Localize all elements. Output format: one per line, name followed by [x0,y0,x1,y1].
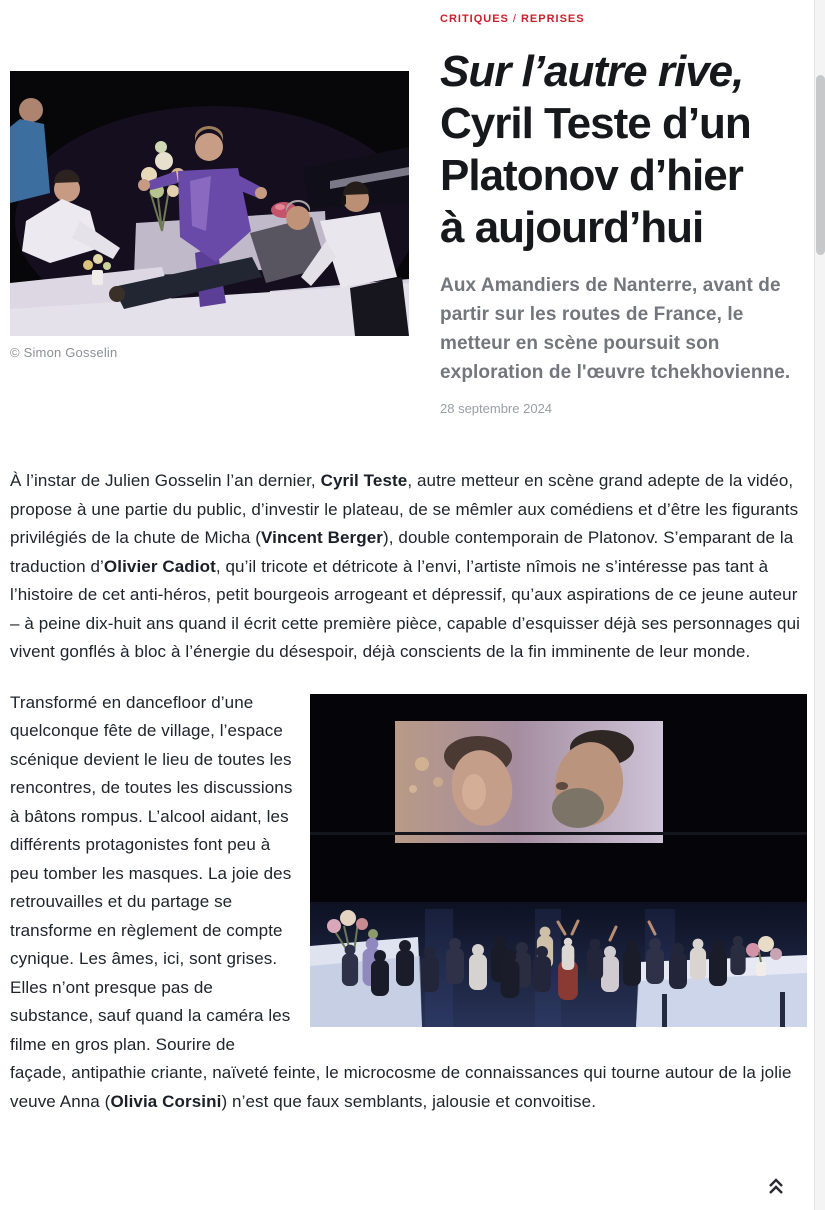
scroll-to-top-button[interactable] [763,1174,789,1200]
double-chevron-up-icon [763,1174,789,1200]
article-header [0,0,825,416]
title-play-name: Sur l’autre rive, [440,47,744,96]
headline-column [440,0,812,416]
article-body [0,467,825,1116]
breadcrumb-critiques[interactable]: CRITIQUES [440,13,509,25]
inline-photo [310,694,807,1027]
paragraph-2: Transformé en dancefloor d’une quelconque fête de village, l’espace scénique devient le lieu de toutes les rencontres, de toutes les discussions à bâtons rompus. L’alcool aidant, les différents protagonistes font peu à peu tomber les masques. La joie des retrouvailles et du partage se transforme en règlement de compte cynique. Les âmes, ici, sont grises. Elles n’ont presque pas de substance, sauf quand la caméra les filme en gros plan. Sourire de façade, antipathie criante, naïveté feinte, le microcosme de connaissances qui tourne autour de la jolie veuve Anna (Olivia Corsini) n’est que faux semblants, jalousie et convoitise. [10,692,792,1111]
standfirst: Aux Amandiers de Nanterre, avant de partir sur les routes de France, le metteur en scène poursuit son exploration de l'œuvre tchekhovienne. [440,275,791,383]
breadcrumb [440,13,812,25]
paragraph-1: À l’instar de Julien Gosselin l’an dernier, Cyril Teste, autre metteur en scène grand adepte de la vidéo, propose à une partie du public, d’investir le plateau, de se mêmler aux comédiens et d’être les figurants privilégiés de la chute de Micha (Vincent Berger), double contemporain de Platonov. S’emparant de la traduction d’Olivier Cadiot, qu’il tricote et détricote à l’envi, l’artiste nîmois ne s’intéresse pas tant à l’histoire de cet anti-héros, petit bourgeois arrogeant et dépressif, qu’aux aspirations de ce jeune auteur – à peine dix-huit ans quand il écrit cette première pièce, capable d’esquisser déjà ses personnages qui vivent gonflés à bloc à l’énergie du désespoir, déjà conscients de la fin imminente de leur monde. [10,471,801,661]
breadcrumb-reprises[interactable]: REPRISES [520,13,585,25]
lead-photo-figure [10,71,409,360]
scrollbar-track[interactable] [814,0,825,1210]
publication-date: 28 septembre 2024 [440,401,553,416]
scrollbar-thumb[interactable] [816,75,825,255]
page-title: Sur l’autre rive, Cyril Teste d’un Platonov d’hier à aujourd’hui [440,46,812,254]
lead-photo [10,71,409,336]
inline-photo-figure [310,694,807,1027]
breadcrumb-separator: / [512,13,517,25]
photo-credit: © Simon Gosselin [10,345,118,360]
paragraph-2-block [10,689,807,1117]
